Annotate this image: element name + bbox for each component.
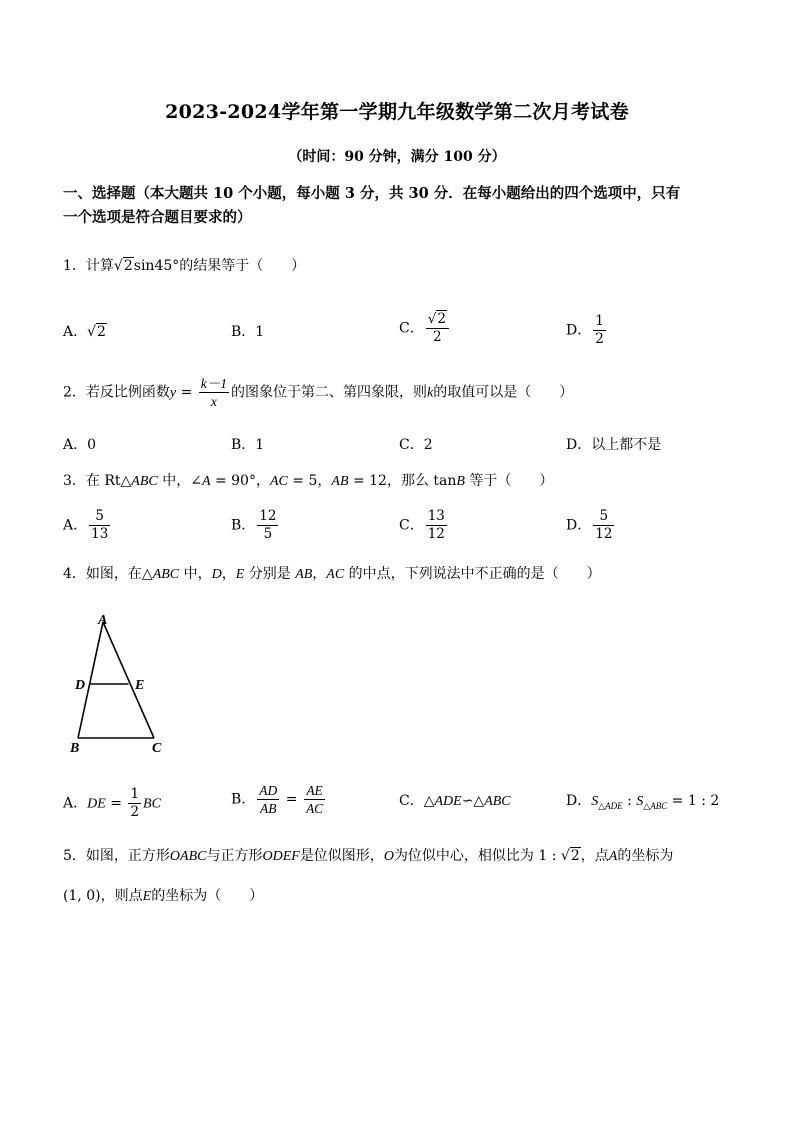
q4-option-c-text: △ADE∽△ABC bbox=[423, 794, 511, 809]
q3-option-c-label: C． bbox=[399, 517, 424, 534]
q4-ac: AC bbox=[326, 567, 345, 582]
exam-title: 2023-2024学年第一学期九年级数学第二次月考试卷 bbox=[165, 101, 629, 123]
q1-option-d-denominator: 2 bbox=[595, 331, 604, 347]
q2-option-a-value: 0 bbox=[87, 437, 97, 453]
q4-option-d-s2: S bbox=[636, 794, 644, 809]
q2-option-b[interactable] bbox=[231, 434, 264, 454]
q5-text-1: 与正方形 bbox=[206, 848, 263, 864]
q3-ab: AB bbox=[331, 474, 349, 489]
q4-text-pre: 4．如图，在△ bbox=[63, 566, 153, 582]
q5-text-5: 的坐标为 bbox=[617, 848, 674, 864]
q4-option-d-colon: : bbox=[622, 793, 637, 809]
q5-coordinate: (1, 0) bbox=[63, 888, 101, 904]
q4-option-d-label: D． bbox=[566, 793, 592, 809]
q1-prefix: 1．计算 bbox=[63, 258, 114, 274]
q4-label-b: B bbox=[70, 741, 80, 756]
q2-denominator: x bbox=[210, 394, 217, 409]
q2-numerator: k－1 bbox=[200, 376, 228, 391]
q3-angle-a: A bbox=[201, 474, 211, 489]
q4-option-d[interactable] bbox=[566, 790, 719, 812]
q4-text-3: 分别是 bbox=[244, 566, 296, 582]
q4-option-a-eq: = bbox=[105, 795, 127, 812]
q4-d: D bbox=[211, 567, 222, 582]
q3-option-c-fraction bbox=[426, 508, 447, 543]
q1-option-d[interactable] bbox=[566, 313, 608, 348]
q3-option-a-label: A． bbox=[63, 517, 88, 534]
q4-text-1: 中， bbox=[179, 566, 212, 582]
section-heading-line1: 一、选择题（本大题共 10 个小题，每小题 3 分，共 30 分．在每小题给出的四个选项中，只有 bbox=[63, 185, 681, 202]
q1-option-a-label: A． bbox=[63, 324, 88, 340]
q4-text-4: ， bbox=[312, 566, 327, 582]
q5-oabc: OABC bbox=[169, 849, 207, 864]
q4-option-a-denominator: 2 bbox=[130, 804, 140, 820]
q2-option-d[interactable] bbox=[566, 434, 661, 454]
exam-subtitle: （时间：90 分钟，满分 100 分） bbox=[288, 149, 506, 165]
q1-sqrt: √2 bbox=[113, 258, 133, 274]
q2-prefix: 2．若反比例函数 bbox=[63, 384, 170, 401]
q1-expr: sin45° bbox=[133, 258, 180, 274]
q5-text-3: 为位似中心，相似比为 1 : bbox=[393, 848, 561, 864]
q5-line2-suffix: 的坐标为（ ） bbox=[151, 888, 264, 904]
q4-ab: AB bbox=[295, 567, 313, 582]
q4-option-b-denominator-2: AC bbox=[305, 801, 324, 816]
q4-option-d-sub2: △ABC bbox=[643, 800, 668, 811]
q3-text-1: 中，∠ bbox=[157, 473, 202, 489]
q5-o: O bbox=[383, 849, 394, 864]
q3-option-d-denominator: 12 bbox=[595, 526, 613, 542]
q4-text-2: ， bbox=[221, 566, 236, 582]
q3-option-d-label: D． bbox=[566, 517, 592, 534]
q1-option-c[interactable] bbox=[399, 311, 451, 346]
q1-option-d-fraction bbox=[593, 313, 606, 348]
section-heading bbox=[63, 182, 733, 230]
q4-label-d: D bbox=[75, 678, 86, 693]
q1-option-d-numerator: 1 bbox=[595, 313, 604, 329]
question-1-stem bbox=[63, 256, 305, 276]
q1-option-b[interactable] bbox=[231, 321, 264, 341]
question-5-stem-line1 bbox=[63, 846, 673, 867]
q4-label-c: C bbox=[152, 741, 162, 756]
q2-option-c-value: 2 bbox=[423, 437, 433, 453]
q1-option-c-label: C． bbox=[399, 320, 424, 337]
q4-option-b-fraction-2 bbox=[304, 782, 325, 817]
q3-option-d-numerator: 5 bbox=[593, 508, 614, 526]
q1-option-a[interactable] bbox=[63, 321, 107, 341]
q1-option-c-radicand: 2 bbox=[437, 311, 446, 327]
q3-option-a-denominator: 13 bbox=[91, 526, 109, 542]
q4-option-b[interactable] bbox=[231, 782, 327, 817]
q4-label-e: E bbox=[135, 678, 145, 693]
q3-text-3: = 5， bbox=[287, 473, 332, 489]
q5-e: E bbox=[142, 889, 152, 904]
q3-option-d-fraction bbox=[593, 508, 614, 543]
q4-option-b-fraction-1 bbox=[257, 782, 279, 817]
q5-text-4: ，点 bbox=[580, 848, 609, 864]
q3-option-d[interactable] bbox=[566, 508, 616, 543]
q2-var-k: k bbox=[427, 385, 434, 401]
q3-option-a[interactable] bbox=[63, 508, 112, 543]
q4-option-d-rest: = 1 : 2 bbox=[667, 793, 720, 809]
q4-option-a-rhs: BC bbox=[143, 796, 161, 812]
q4-option-a-label: A． bbox=[63, 795, 88, 812]
q3-text-pre: 3．在 Rt△ bbox=[63, 473, 132, 489]
q2-option-c-label: C． bbox=[399, 437, 424, 453]
q4-option-b-numerator-1: AD bbox=[259, 783, 278, 798]
q2-option-a-label: A． bbox=[63, 437, 88, 453]
q4-option-d-s1: S bbox=[591, 794, 599, 809]
q3-ac: AC bbox=[269, 474, 288, 489]
q1-option-c-denominator: 2 bbox=[433, 329, 442, 345]
q1-radicand: 2 bbox=[123, 258, 133, 274]
q1-option-d-label: D． bbox=[566, 322, 592, 339]
q3-option-a-fraction bbox=[89, 508, 110, 543]
q2-middle: 的图象位于第二、第四象限，则 bbox=[231, 384, 428, 401]
q4-option-a[interactable] bbox=[63, 786, 161, 821]
q4-option-a-fraction bbox=[128, 786, 141, 821]
q1-option-c-numerator: √2 bbox=[426, 311, 449, 329]
q3-option-b-numerator: 12 bbox=[259, 508, 277, 524]
q3-option-c-numerator: 13 bbox=[427, 508, 445, 524]
q4-option-b-denominator-1: AB bbox=[260, 801, 277, 816]
q2-eq: = bbox=[176, 384, 197, 401]
q4-label-a: A bbox=[98, 613, 108, 628]
q3-text-4: = 12，那么 tan bbox=[348, 473, 457, 489]
q4-option-c-label: C． bbox=[399, 793, 424, 809]
q2-option-b-value: 1 bbox=[255, 437, 265, 453]
question-2-stem bbox=[63, 375, 573, 410]
q5-text-pre: 5．如图，正方形 bbox=[63, 848, 170, 864]
q4-text-5: 的中点，下列说法中不正确的是（ ） bbox=[344, 566, 601, 582]
q2-fraction bbox=[199, 375, 229, 410]
q5-line2-text: ，则点 bbox=[100, 888, 143, 904]
section-heading-line2: 一个选项是符合题目要求的） bbox=[63, 209, 252, 226]
q3-option-c[interactable] bbox=[399, 508, 449, 543]
q2-option-d-value: 以上都不是 bbox=[591, 437, 662, 453]
q4-option-b-label: B． bbox=[231, 791, 256, 808]
q5-a: A bbox=[608, 849, 618, 864]
q4-e: E bbox=[235, 567, 245, 582]
q2-var-y: y bbox=[169, 385, 177, 401]
q3-option-b-fraction bbox=[257, 508, 278, 543]
q5-odef: ODEF bbox=[262, 849, 300, 864]
q3-b: B bbox=[456, 474, 465, 489]
q1-option-a-radicand: 2 bbox=[97, 324, 106, 340]
q3-text-5: 等于（ ） bbox=[464, 473, 554, 489]
q4-triangle-figure bbox=[66, 606, 176, 756]
q2-option-a[interactable] bbox=[63, 434, 96, 454]
q3-option-b-denominator: 5 bbox=[263, 526, 273, 542]
q2-suffix: 的取值可以是（ ） bbox=[433, 384, 574, 401]
q3-option-b[interactable] bbox=[231, 508, 280, 543]
q1-option-b-value: 1 bbox=[255, 324, 265, 340]
q4-option-a-numerator: 1 bbox=[130, 786, 140, 802]
q1-suffix: 的结果等于（ ） bbox=[179, 258, 306, 274]
q4-option-b-eq: = bbox=[281, 791, 302, 808]
q4-option-d-sub1: △ADE bbox=[598, 800, 623, 811]
q2-option-d-label: D． bbox=[566, 437, 592, 453]
q4-option-c[interactable] bbox=[399, 790, 511, 810]
q5-radicand: 2 bbox=[570, 848, 580, 864]
q1-option-c-fraction bbox=[426, 311, 449, 346]
question-4-stem bbox=[63, 564, 601, 585]
q1-option-b-label: B． bbox=[231, 324, 256, 340]
q3-option-c-denominator: 12 bbox=[427, 526, 445, 542]
q3-abc: ABC bbox=[131, 474, 158, 489]
q4-abc: ABC bbox=[152, 567, 180, 582]
question-5-stem-line2 bbox=[63, 886, 263, 907]
q1-option-a-sqrt: √2 bbox=[87, 324, 106, 340]
q4-option-b-numerator-2: AE bbox=[304, 782, 325, 800]
q3-text-2: = 90°， bbox=[210, 473, 270, 489]
q2-option-c[interactable] bbox=[399, 434, 433, 454]
question-3-stem bbox=[63, 471, 553, 492]
q2-option-b-label: B． bbox=[231, 437, 256, 453]
q3-option-a-numerator: 5 bbox=[89, 508, 110, 526]
q4-side-ac bbox=[103, 622, 154, 738]
q3-option-b-label: B． bbox=[231, 517, 256, 534]
q5-sqrt: √2 bbox=[560, 848, 580, 864]
q5-text-2: 是位似图形， bbox=[299, 848, 384, 864]
q4-option-a-lhs: DE bbox=[87, 796, 106, 812]
